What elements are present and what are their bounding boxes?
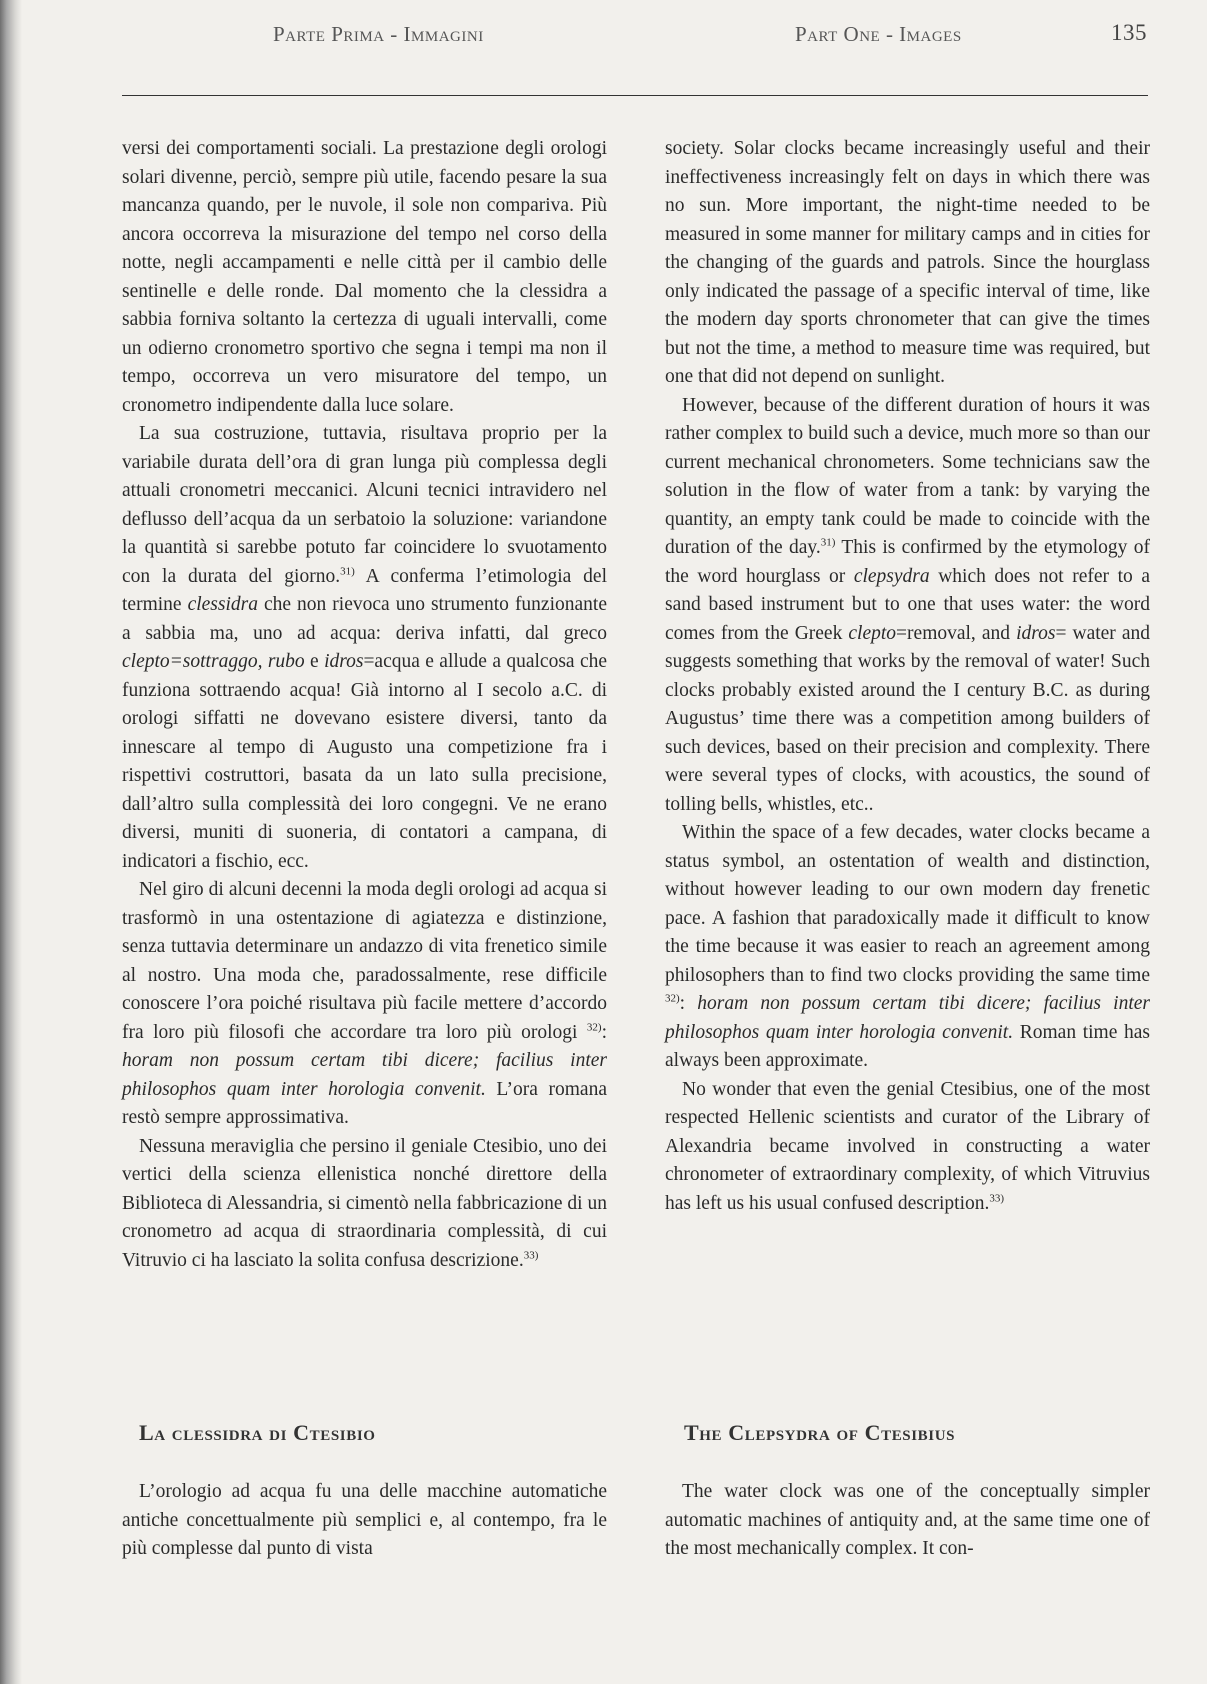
italian-section-title: La clessidra di Ctesibio [139, 1420, 376, 1445]
text-run: This is confirmed by the etymology of the word hourglass or [665, 537, 1150, 587]
text-run: Nessuna meraviglia che persino il geniale Ctesibio, uno dei vertici della scienza ellenistica nonché direttore della Biblioteca di Alessandria, si cimentò nella fabbricazione di un cronometro ad acqua di straordinaria complessità, di cui Vitruvio ci ha lasciato la solita confusa descrizione. [122, 1135, 607, 1271]
english-paragraph-4 [665, 1076, 1150, 1219]
footnote-ref-33: 33) [989, 1192, 1005, 1204]
latin-quote: horam non possum certam tibi dicere; facilius inter philosophos quam inter horologia convenit. [665, 993, 1150, 1043]
text-run: However, because of the different duration of hours it was rather complex to build such a device, much more so than our current mechanical chronometers. Some technicians saw the solution in the flow of water from a tank: by varying the quantity, an empty tank could be made to coincide with the duration of the day. [665, 394, 1150, 558]
footnote-ref-33: 33) [523, 1249, 539, 1261]
text-run: La sua costruzione, tuttavia, risultava proprio per la variabile durata dell’ora di gran lunga più complessa degli attuali cronometri meccanici. Alcuni tecnici intravidero nel deflusso dell’acqua da un serbatoio la soluzione: variandone la quantità si sarebbe potuto far coincidere lo svuotamento con la durata del giorno. [122, 423, 607, 587]
english-section-body [665, 1478, 1150, 1564]
english-paragraph-3 [665, 819, 1150, 1076]
text-run: : [601, 1021, 607, 1043]
text-run: = water and suggests something that works by the removal of water! Such clocks probably existed around the I century B.C. as during Augustus’ time there was a competition among builders of such devices, based on their precision and complexity. There were several types of clocks, with acoustics, the sound of tolling bells, whistles, etc.. [665, 622, 1150, 815]
footnote-ref-32: 32) [665, 992, 680, 1005]
english-paragraph-1: society. Solar clocks became increasingly useful and their ineffectiveness increasingly felt on days in which there was no sun. More important, the night-time needed to be measured in some manner for military camps and in cities for the changing of the guards and patrols. Since the hourglass only indicated the passage of a specific interval of time, like the modern day sports chronometer that can give the times but not the time, a method to measure time was required, but one that did not depend on sunlight. [665, 138, 1150, 387]
italian-section-body [122, 1478, 607, 1564]
text-run: =removal, and [896, 622, 1017, 644]
text-run: A conferma l’etimologia del termine [122, 565, 608, 615]
book-spine-shadow [0, 0, 22, 1684]
text-run: =acqua e allude a qualcosa che funziona sottraendo acqua! Già intorno al I secolo a.C. di orologi siffatti ne dovevano esistere diversi, tanto da innescare al tempo di Augusto una competizione fra i rispettivi costruttori, basata da un lato sulla precisione, dall’altro sulla complessità dei loro congegni. Ve ne erano diversi, muniti di suoneria, di contatori a campana, di indicatori a fischio, ecc. [122, 651, 608, 872]
text-run: No wonder that even the genial Ctesibius, one of the most respected Hellenic scientists and curator of the Library of Alexandria became involved in constructing a water chronometer of extraordinary complexity, of which Vitruvius has left us his usual confused description. [665, 1078, 1150, 1214]
text-run: Within the space of a few decades, water clocks became a status symbol, an ostentation of wealth and distinction, without however leading to our own modern day frenetic pace. A fashion that paradoxically made it difficult to know the time because it was easier to reach an agreement among philosophers than to find two clocks providing the same time [665, 822, 1150, 986]
header-right-title: Part One - Images [795, 22, 962, 46]
header-rule [122, 95, 1148, 96]
footnote-ref-32: 32) [586, 1021, 602, 1033]
italian-paragraph-5: L’orologio ad acqua fu una delle macchine automatiche antiche concettualmente più semplici e, al contempo, fra le più complesse dal punto di vista [122, 1481, 607, 1559]
italic-term: idros [1016, 622, 1056, 644]
italian-paragraph-4 [122, 1133, 607, 1276]
header-left-title: Parte Prima - Immagini [273, 22, 484, 46]
italian-paragraph-3 [122, 876, 607, 1133]
text-run: e [304, 651, 325, 672]
italic-term: clepto=sottraggo, rubo [122, 651, 305, 672]
footnote-ref-31: 31) [820, 536, 836, 549]
italian-paragraph-1: versi dei comportamenti sociali. La prestazione degli orologi solari divenne, perciò, sempre più utile, facendo pesare la sua mancanza quando, per le nuvole, il sole non compariva. Più ancora occorreva la misurazione del tempo nel corso della notte, negli accampamenti e nelle città per il cambio delle sentinelle e delle ronde. Dal momento che la clessidra a sabbia forniva soltanto la certezza di uguali intervalli, come un odierno cronometro sportivo che segna i tempi ma non il tempo, occorreva un vero misuratore del tempo, un cronometro indipendente dalla luce solare. [122, 138, 607, 416]
italic-term: clessidra [187, 594, 258, 615]
text-run: che non rievoca uno strumento funzionante a sabbia ma, uno ad acqua: deriva infatti, dal greco [122, 594, 607, 644]
italian-column [122, 135, 607, 1275]
footnote-ref-31: 31) [340, 565, 355, 577]
italian-paragraph-2 [122, 420, 607, 876]
italic-term: idros [324, 651, 364, 672]
english-column [665, 135, 1150, 1218]
english-section-title: The Clepsydra of Ctesibius [684, 1420, 956, 1445]
italic-term: clepsydra [853, 565, 930, 587]
text-run: : [679, 993, 698, 1014]
running-header [0, 20, 1207, 50]
text-run: L’ora romana restò sempre approssimativa. [122, 1078, 607, 1128]
english-paragraph-5: The water clock was one of the conceptually simpler automatic machines of antiquity and, at the same time one of the most mechanically complex. It con- [665, 1481, 1150, 1559]
italic-term: clepto [848, 622, 897, 644]
latin-quote: horam non possum certam tibi dicere; facilius inter philosophos quam inter horologia convenit. [122, 1050, 607, 1100]
text-run: Roman time has always been approximate. [665, 1021, 1150, 1071]
text-run: which does not refer to a sand based instrument but to one that uses water: the word comes from the Greek [665, 565, 1150, 644]
english-paragraph-2 [665, 392, 1150, 820]
page-number: 135 [1111, 20, 1147, 45]
text-run: Nel giro di alcuni decenni la moda degli orologi ad acqua si trasformò in una ostentazione di agiatezza e distinzione, senza tuttavia determinare un andazzo di vita frenetico simile al nostro. Una moda che, paradossalmente, rese difficile conoscere l’ora poiché risultava più facile mettere d’accordo fra loro più filosofi che accordare tra loro più orologi [122, 879, 607, 1043]
